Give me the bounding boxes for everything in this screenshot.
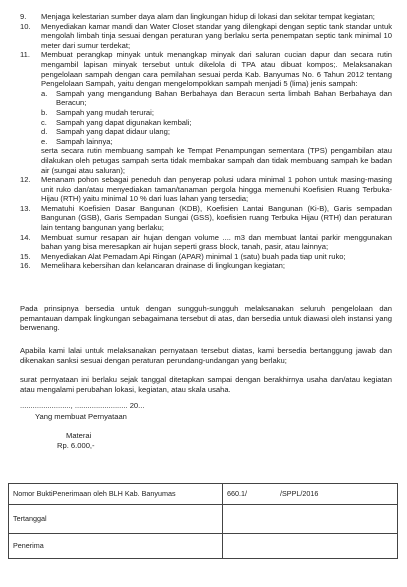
list-item: [20, 22, 392, 51]
item-text: Menyediakan Alat Pemadam Api Ringan (APAR) minimal 1 (satu) buah pada tiap unit ruko;: [41, 251, 346, 261]
item-text: Mematuhi Koefisien Dasar Bangunan (KDB), Koefisien Lantai Bangunan (Ki-B), Garis sempadan Bangunan (GSB), Garis Sempadan Sungai (GSS), koefisien ruang Terbuka Hijau (RTH) dan peraturan lain tentang bangunan yang berlaku;: [41, 203, 392, 233]
sub-item: b. Sampah yang mudah terurai;: [41, 107, 154, 117]
receipt-number-prefix: 660.1/: [223, 484, 277, 505]
table-row: [9, 505, 398, 534]
table-row: [9, 484, 398, 505]
item-number: 9.: [20, 12, 27, 21]
item-text: Memelihara kebersihan dan kelancaran drainase di lingkungan kegiatan;: [41, 261, 286, 271]
receiver-value: [223, 534, 398, 559]
list-item: [20, 12, 392, 22]
validity-paragraph: surat pernyataan ini berlaku sejak tanggal ditetapkan sampai dengan berakhirnya usaha dan/atau kegiatan atau mengalami perubahan lokasi, kegiatan, atau skala usaha.: [20, 375, 392, 394]
item-number: 10.: [20, 21, 31, 31]
stamp-value: Rp. 6.000,-: [57, 441, 95, 450]
item-text: Menjaga kelestarian sumber daya alam dan lingkungan hidup di lokasi dan sekitar tempat kegiatan;: [41, 12, 375, 21]
table-row: [9, 534, 398, 559]
signer-label: Yang membuat Pernyataan: [35, 412, 127, 421]
receipt-number-label: Nomor BuktiPenerimaan oleh BLH Kab. Banyumas: [9, 484, 223, 505]
liability-paragraph: Apabila kami lalai untuk melaksanakan pernyataan tersebut diatas, kami bersedia bertanggung jawab dan dikenakan sanksi sesuai dengan peraturan perundang-undangan yang berlaku;: [20, 346, 392, 365]
item-text: Membuat sumur resapan air hujan dengan volume .... m3 dan membuat lantai parkir menggunakan bahan yang bisa meresapkan air hujan seperti grass block, tanah, pasir, atau lainnya;: [41, 232, 392, 252]
item-number: 12.: [20, 175, 31, 185]
receipt-table: [8, 483, 398, 559]
list-item: [20, 204, 392, 233]
item-number: 16.: [20, 261, 31, 271]
item-text: Menanam pohon sebagai peneduh dan penyerap polusi udara minimal 1 pohon untuk masing-masing unit ruko dan/atau menyediakan taman/tanaman pergola hingga memenuhi Koefisien Ruang Terbuka-Hijau (RTH) yaitu minimal 10 % dari luas lahan yang tersedia;: [41, 175, 392, 204]
item-text: Menyediakan kamar mandi dan Water Closet standar yang dilengkapi dengan septic tank standar untuk mengolah limbah tinja sesuai dengan peraturan yang berlaku serta penempatan septic tank minimal 10 meter dari sumur terdekat;: [41, 21, 392, 50]
sub-item: c. Sampah yang dapat digunakan kembali;: [41, 117, 192, 127]
item-number: 13.: [20, 203, 31, 213]
obligation-list: [20, 12, 392, 271]
item-text-tail: serta secara rutin membuang sampah ke Tempat Penampungan sementara (TPS) pengambilan atau dilakukan oleh petugas sampah serta tidak membakar sampah dan tidak membuang sampah ke badan air (sungai atau saluran);: [41, 146, 392, 175]
item-number: 11.: [20, 50, 30, 60]
list-item: [20, 175, 392, 204]
item-number: 14.: [20, 232, 31, 242]
list-item: [20, 261, 392, 271]
sub-item: d. Sampah yang dapat didaur ulang;: [41, 127, 170, 137]
date-value: [223, 505, 398, 534]
item-text: Membuat perangkap minyak untuk menangkap minyak dari saluran cucian dapur dan secara rutin mengambil lapisan minyak tersebut untuk dikelola di TPA atau dibuat kompos;. Melaksanakan pengelolaan sampah dengan cara pemilahan sesuai perda Kab. Banyumas No. 6 Tahun 2012 tentang Pengelolaan Sampah, yaitu dengan mengelompokkan sampah menjadi 5 (lima) jenis sampah:: [41, 50, 392, 89]
receiver-label: Penerima: [9, 534, 223, 559]
receipt-number-code: /SPPL/2016: [276, 484, 398, 505]
stamp-label: Materai: [66, 431, 92, 440]
item-number: 15.: [20, 251, 31, 261]
date-line: ........................, ......................... 20...: [20, 401, 145, 410]
list-item: [20, 233, 392, 252]
sub-item: e. Sampah lainnya;: [41, 136, 113, 146]
commitment-paragraph: Pada prinsipnya bersedia untuk dengan sungguh-sungguh melaksanakan seluruh pengelolaan dan pemantauan dampak lingkungan sebagaimana tersebut di atas, dan bersedia untuk diawasi oleh instansi yang berwenang.: [20, 304, 392, 333]
list-item: [20, 50, 392, 175]
list-item: [20, 252, 392, 262]
date-label: Tertanggal: [9, 505, 223, 534]
sub-item: a. Sampah yang mengandung Bahan Berbahaya dan Beracun serta limbah Bahan Berbahaya dan Beracun;: [41, 88, 392, 108]
